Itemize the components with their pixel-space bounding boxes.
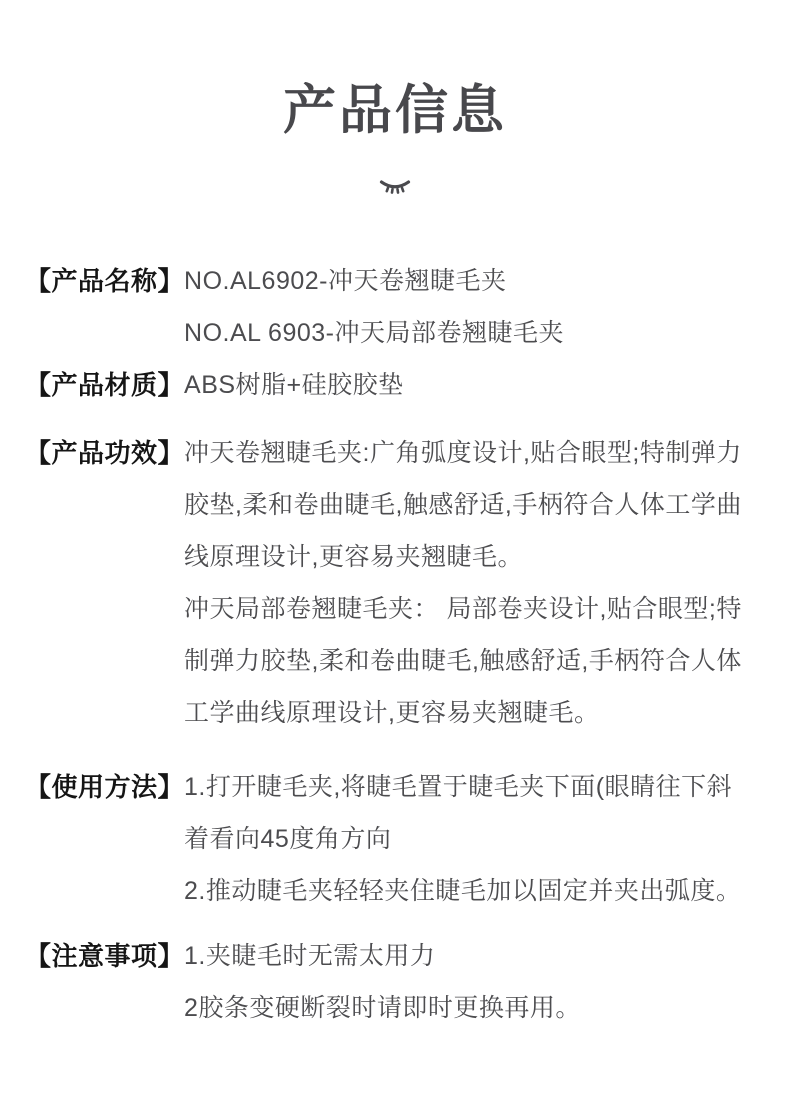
- text-line: 制弹力胶垫,柔和卷曲睫毛,触感舒适,手柄符合人体: [184, 647, 742, 676]
- section-content: [184, 427, 760, 739]
- text-line: 工学曲线原理设计,更容易夹翘睫毛。: [184, 699, 600, 728]
- text-line: 2.推动睫毛夹轻轻夹住睫毛加以固定并夹出弧度。: [184, 877, 742, 906]
- section-row-1: [25, 359, 760, 411]
- text-line: 1.夹睫毛时无需太用力: [184, 942, 436, 971]
- section-content: [184, 761, 760, 917]
- text-line: 1.打开睫毛夹,将睫毛置于睫毛夹下面(眼睛往下斜: [184, 773, 733, 802]
- section-label: 【注意事项】: [25, 941, 185, 972]
- section-row-2: [25, 427, 760, 739]
- text-line: 胶垫,柔和卷曲睫毛,触感舒适,手柄符合人体工学曲: [184, 491, 742, 520]
- section-content: [184, 359, 760, 411]
- text-line: ABS树脂+硅胶胶垫: [184, 371, 404, 400]
- text-line: 线原理设计,更容易夹翘睫毛。: [184, 543, 523, 572]
- section-row-3: [25, 761, 760, 917]
- section-row-4: [25, 930, 760, 1034]
- text-line: 2胶条变硬断裂时请即时更换再用。: [184, 994, 581, 1023]
- section-label: 【产品功效】: [25, 438, 185, 469]
- product-info-sections: [0, 255, 790, 1034]
- section-label: 【使用方法】: [25, 772, 185, 803]
- text-line: 冲天局部卷翘睫毛夹： 局部卷夹设计,贴合眼型;特: [184, 595, 742, 624]
- section-row-0: [25, 255, 760, 359]
- section-label: 【产品材质】: [25, 370, 185, 401]
- page-title: 产品信息: [283, 81, 507, 140]
- text-line: NO.AL 6903-冲天局部卷翘睫毛夹: [184, 319, 564, 348]
- eyelash-icon: [0, 178, 790, 195]
- section-content: [184, 255, 760, 359]
- section-label: 【产品名称】: [25, 266, 185, 297]
- section-content: [184, 930, 760, 1034]
- text-line: NO.AL6902-冲天卷翘睫毛夹: [184, 267, 507, 296]
- text-line: 冲天卷翘睫毛夹:广角弧度设计,贴合眼型;特制弹力: [184, 439, 742, 468]
- text-line: 着看向45度角方向: [184, 825, 392, 854]
